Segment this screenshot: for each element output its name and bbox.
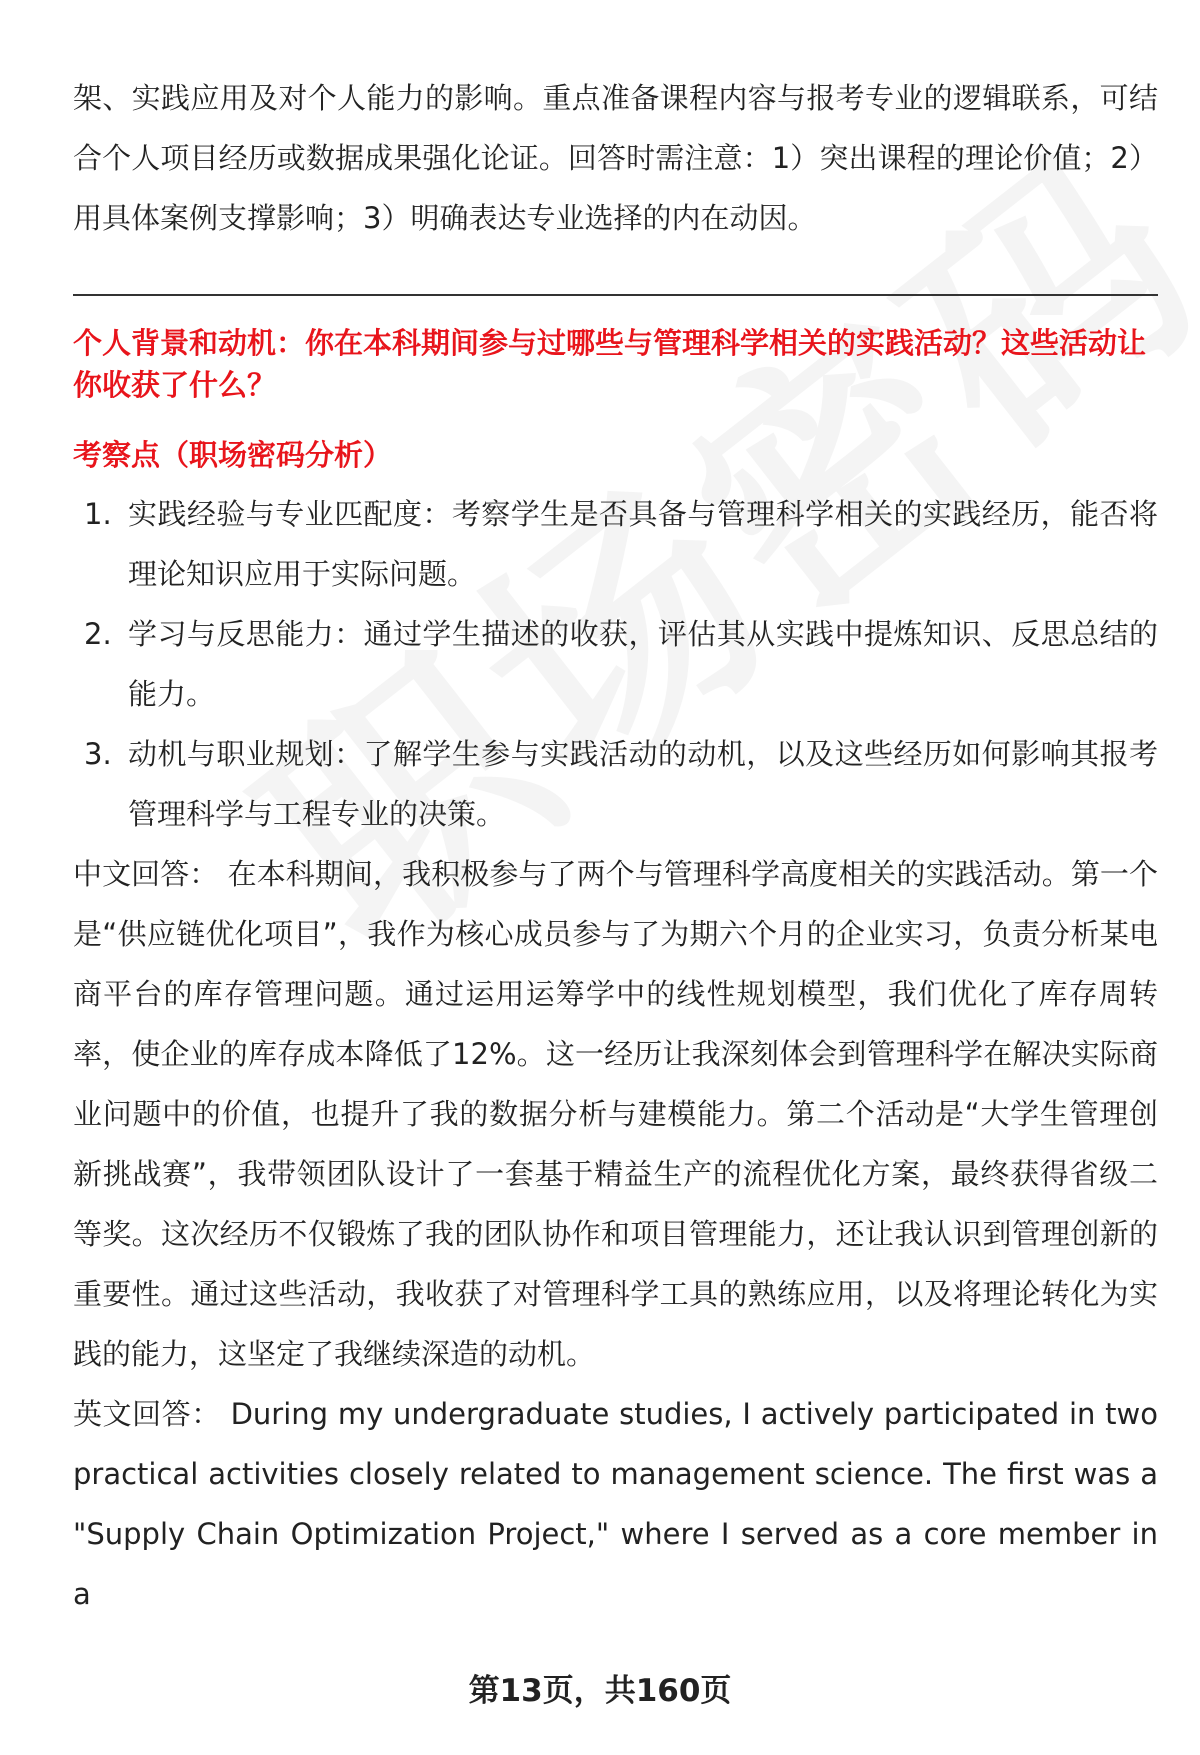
chinese-answer: 中文回答： 在本科期间，我积极参与了两个与管理科学高度相关的实践活动。第一个是“供应链优化项目”，我作为核心成员参与了为期六个月的企业实习，负责分析某电商平台的库存管理问题。通过运用运筹学中的线性规划模型，我们优化了库存周转率，使企业的库存成本降低了12%。这一经历让我深刻体会到管理科学在解决实际商业问题中的价值，也提升了我的数据分析与建模能力。第二个活动是“大学生管理创新挑战赛”，我带领团队设计了一套基于精益生产的流程优化方案，最终获得省级二等奖。这次经历不仅锻炼了我的团队协作和项目管理能力，还让我认识到管理创新的重要性。通过这些活动，我收获了对管理科学工具的熟练应用，以及将理论转化为实践的能力，这坚定了我继续深造的动机。: [73, 857, 1158, 1371]
intro-paragraph: 架、实践应用及对个人能力的影响。重点准备课程内容与报考专业的逻辑联系，可结合个人项目经历或数据成果强化论证。回答时需注意：1）突出课程的理论价值；2）用具体案例支撑影响；3）明确表达专业选择的内在动因。: [73, 81, 1158, 235]
list-item: [73, 484, 1158, 604]
list-item-number: 2.: [84, 617, 112, 651]
english-answer: 英文回答： During my undergraduate studies, I actively participated in two practical activities closely related to management science. The first was a "Supply Chain Optimization Project," where I served as a core member in a: [73, 1397, 1158, 1611]
page-content: [73, 68, 1158, 1624]
list-item: [73, 724, 1158, 844]
list-item-text: 学习与反思能力：通过学生描述的收获，评估其从实践中提炼知识、反思总结的能力。: [128, 617, 1158, 711]
list-item: [73, 604, 1158, 724]
section-divider: [73, 294, 1158, 296]
list-item-text: 动机与职业规划：了解学生参与实践活动的动机，以及这些经历如何影响其报考管理科学与工程专业的决策。: [128, 737, 1158, 831]
focus-points-list: [73, 484, 1158, 844]
focus-heading: 考察点（职场密码分析）: [73, 438, 393, 472]
question-heading: 个人背景和动机：你在本科期间参与过哪些与管理科学相关的实践活动？这些活动让你收获了什么？: [73, 326, 1147, 402]
list-item-number: 1.: [84, 497, 112, 531]
list-item-number: 3.: [84, 737, 112, 771]
list-item-text: 实践经验与专业匹配度：考察学生是否具备与管理科学相关的实践经历，能否将理论知识应用于实际问题。: [128, 497, 1158, 591]
page-number-footer: 第13页，共160页: [468, 1673, 732, 1709]
